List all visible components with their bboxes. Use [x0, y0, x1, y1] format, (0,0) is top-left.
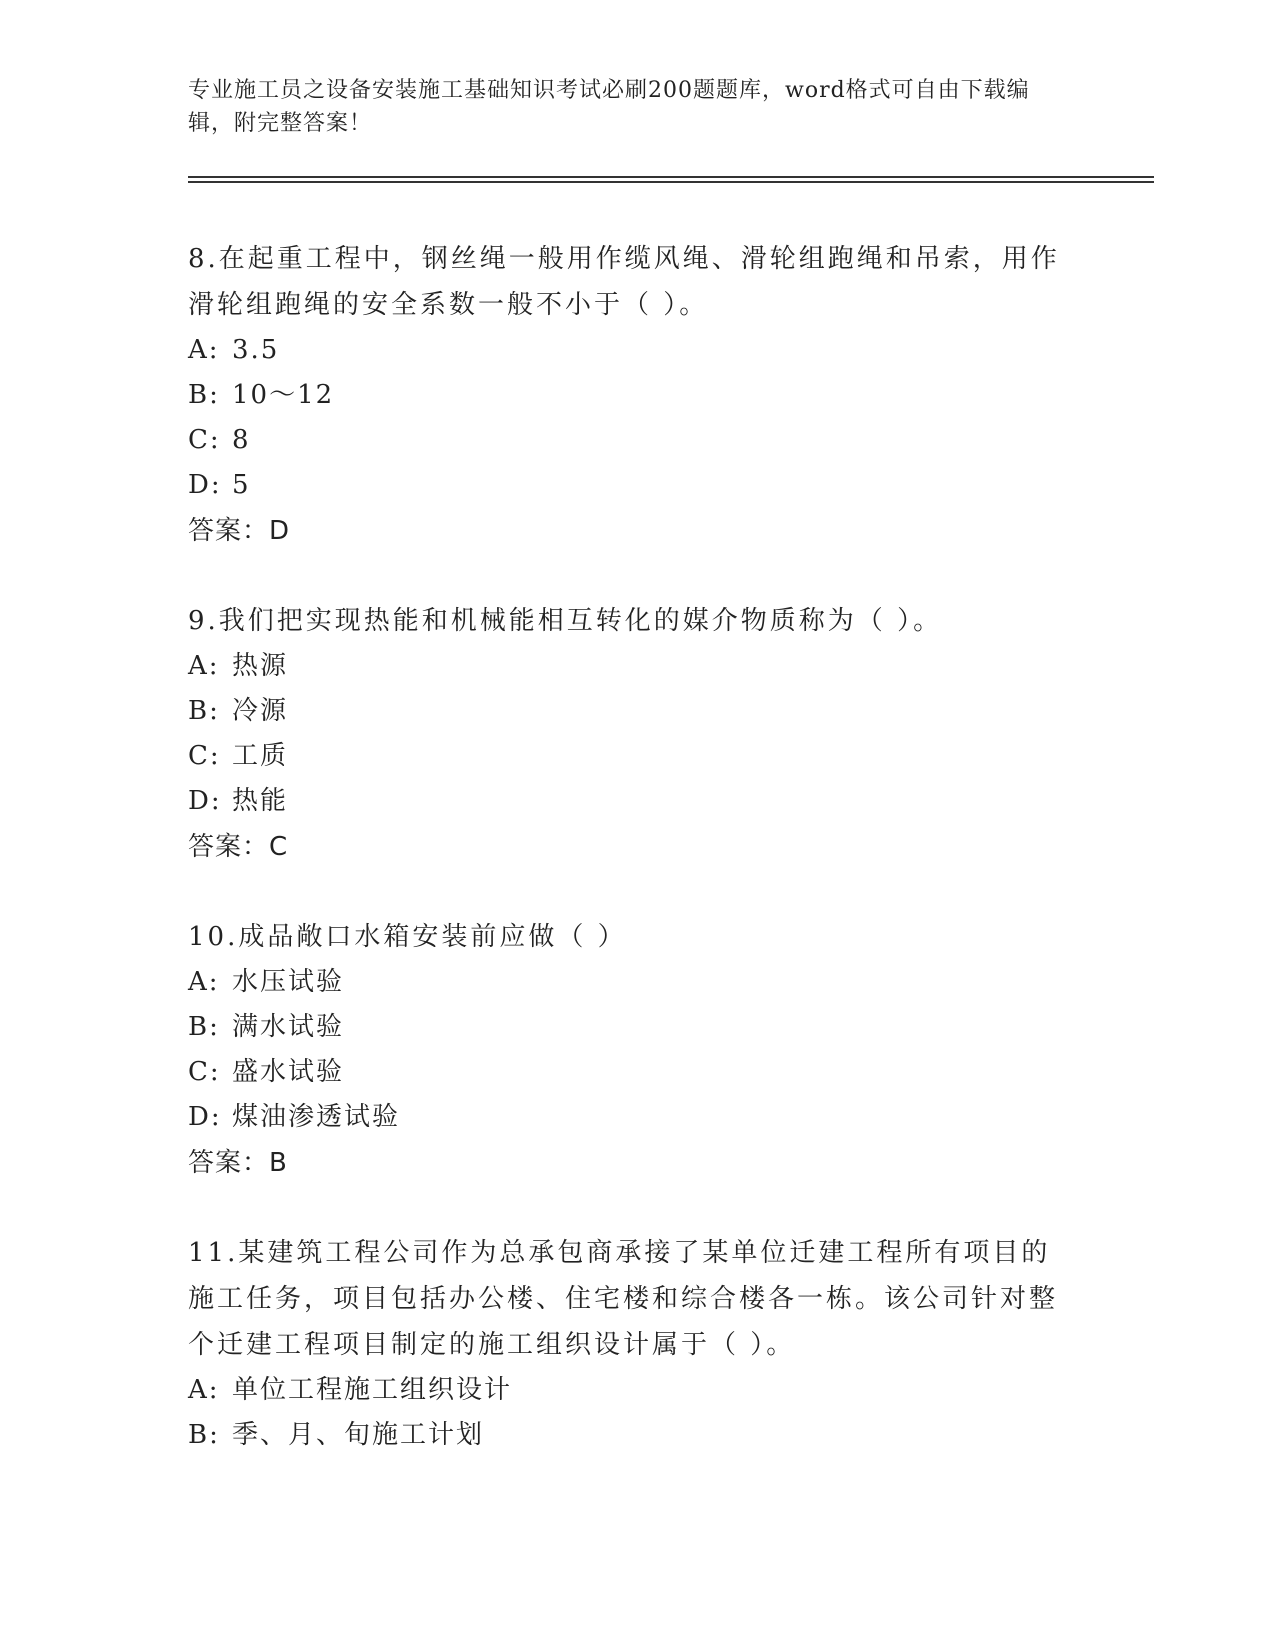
option-d [188, 779, 1068, 824]
option-a [188, 960, 1068, 1005]
option-letter: D: [188, 786, 222, 816]
question-item [188, 914, 1068, 1186]
question-stem: 10.成品敞口水箱安装前应做（ ） [188, 922, 627, 952]
option-c [188, 734, 1068, 779]
question-item [188, 236, 1068, 554]
question-stem: 8.在起重工程中，钢丝绳一般用作缆风绳、滑轮组跑绳和吊索，用作滑轮组跑绳的安全系数一般不小于（ ）。 [188, 244, 1060, 320]
option-text: 冷源 [232, 696, 289, 726]
question-stem: 9.我们把实现热能和机械能相互转化的媒介物质称为（ ）。 [188, 606, 943, 636]
option-text: 季、月、旬施工计划 [232, 1420, 485, 1450]
option-letter: C: [188, 425, 221, 455]
document-header: 专业施工员之设备安装施工基础知识考试必刷200题题库，word格式可自由下载编辑，附完整答案！ [188, 78, 1030, 136]
option-text: 工质 [232, 741, 289, 771]
option-a [188, 328, 1068, 373]
option-letter: C: [188, 1057, 221, 1087]
option-letter: A: [188, 1375, 220, 1405]
option-d [188, 1095, 1068, 1140]
option-d [188, 463, 1068, 508]
answer-line: 答案：D [188, 516, 291, 546]
option-letter: D: [188, 1102, 222, 1132]
option-letter: B: [188, 1420, 220, 1450]
option-text: 盛水试验 [232, 1057, 345, 1087]
option-letter: B: [188, 696, 220, 726]
option-letter: A: [188, 335, 220, 365]
option-letter: D: [188, 470, 222, 500]
header-divider [188, 176, 1154, 183]
option-c [188, 1050, 1068, 1095]
option-text: 煤油渗透试验 [232, 1102, 401, 1132]
option-a [188, 644, 1068, 689]
divider-line-top [188, 176, 1154, 178]
question-item [188, 1230, 1068, 1458]
option-letter: C: [188, 741, 221, 771]
option-letter: A: [188, 651, 220, 681]
answer-line: 答案：B [188, 1148, 288, 1178]
option-letter: B: [188, 380, 220, 410]
answer-line: 答案：C [188, 832, 289, 862]
option-b [188, 1413, 1068, 1458]
option-text: 8 [232, 425, 251, 455]
option-text: 热源 [232, 651, 289, 681]
option-text: 满水试验 [232, 1012, 345, 1042]
option-text: 3.5 [232, 335, 280, 365]
option-b [188, 689, 1068, 734]
option-text: 水压试验 [232, 967, 345, 997]
option-c [188, 418, 1068, 463]
option-b [188, 373, 1068, 418]
option-letter: A: [188, 967, 220, 997]
option-text: 热能 [232, 786, 289, 816]
option-b [188, 1005, 1068, 1050]
option-text: 5 [232, 470, 251, 500]
option-a [188, 1368, 1068, 1413]
question-stem: 11.某建筑工程公司作为总承包商承接了某单位迁建工程所有项目的施工任务，项目包括办公楼、住宅楼和综合楼各一栋。该公司针对整个迁建工程项目制定的施工组织设计属于（ ）。 [188, 1238, 1059, 1360]
divider-line-bottom [188, 181, 1154, 183]
option-letter: B: [188, 1012, 220, 1042]
question-list [188, 236, 1068, 1502]
option-text: 10～12 [232, 380, 335, 410]
question-item [188, 598, 1068, 870]
option-text: 单位工程施工组织设计 [232, 1375, 513, 1405]
